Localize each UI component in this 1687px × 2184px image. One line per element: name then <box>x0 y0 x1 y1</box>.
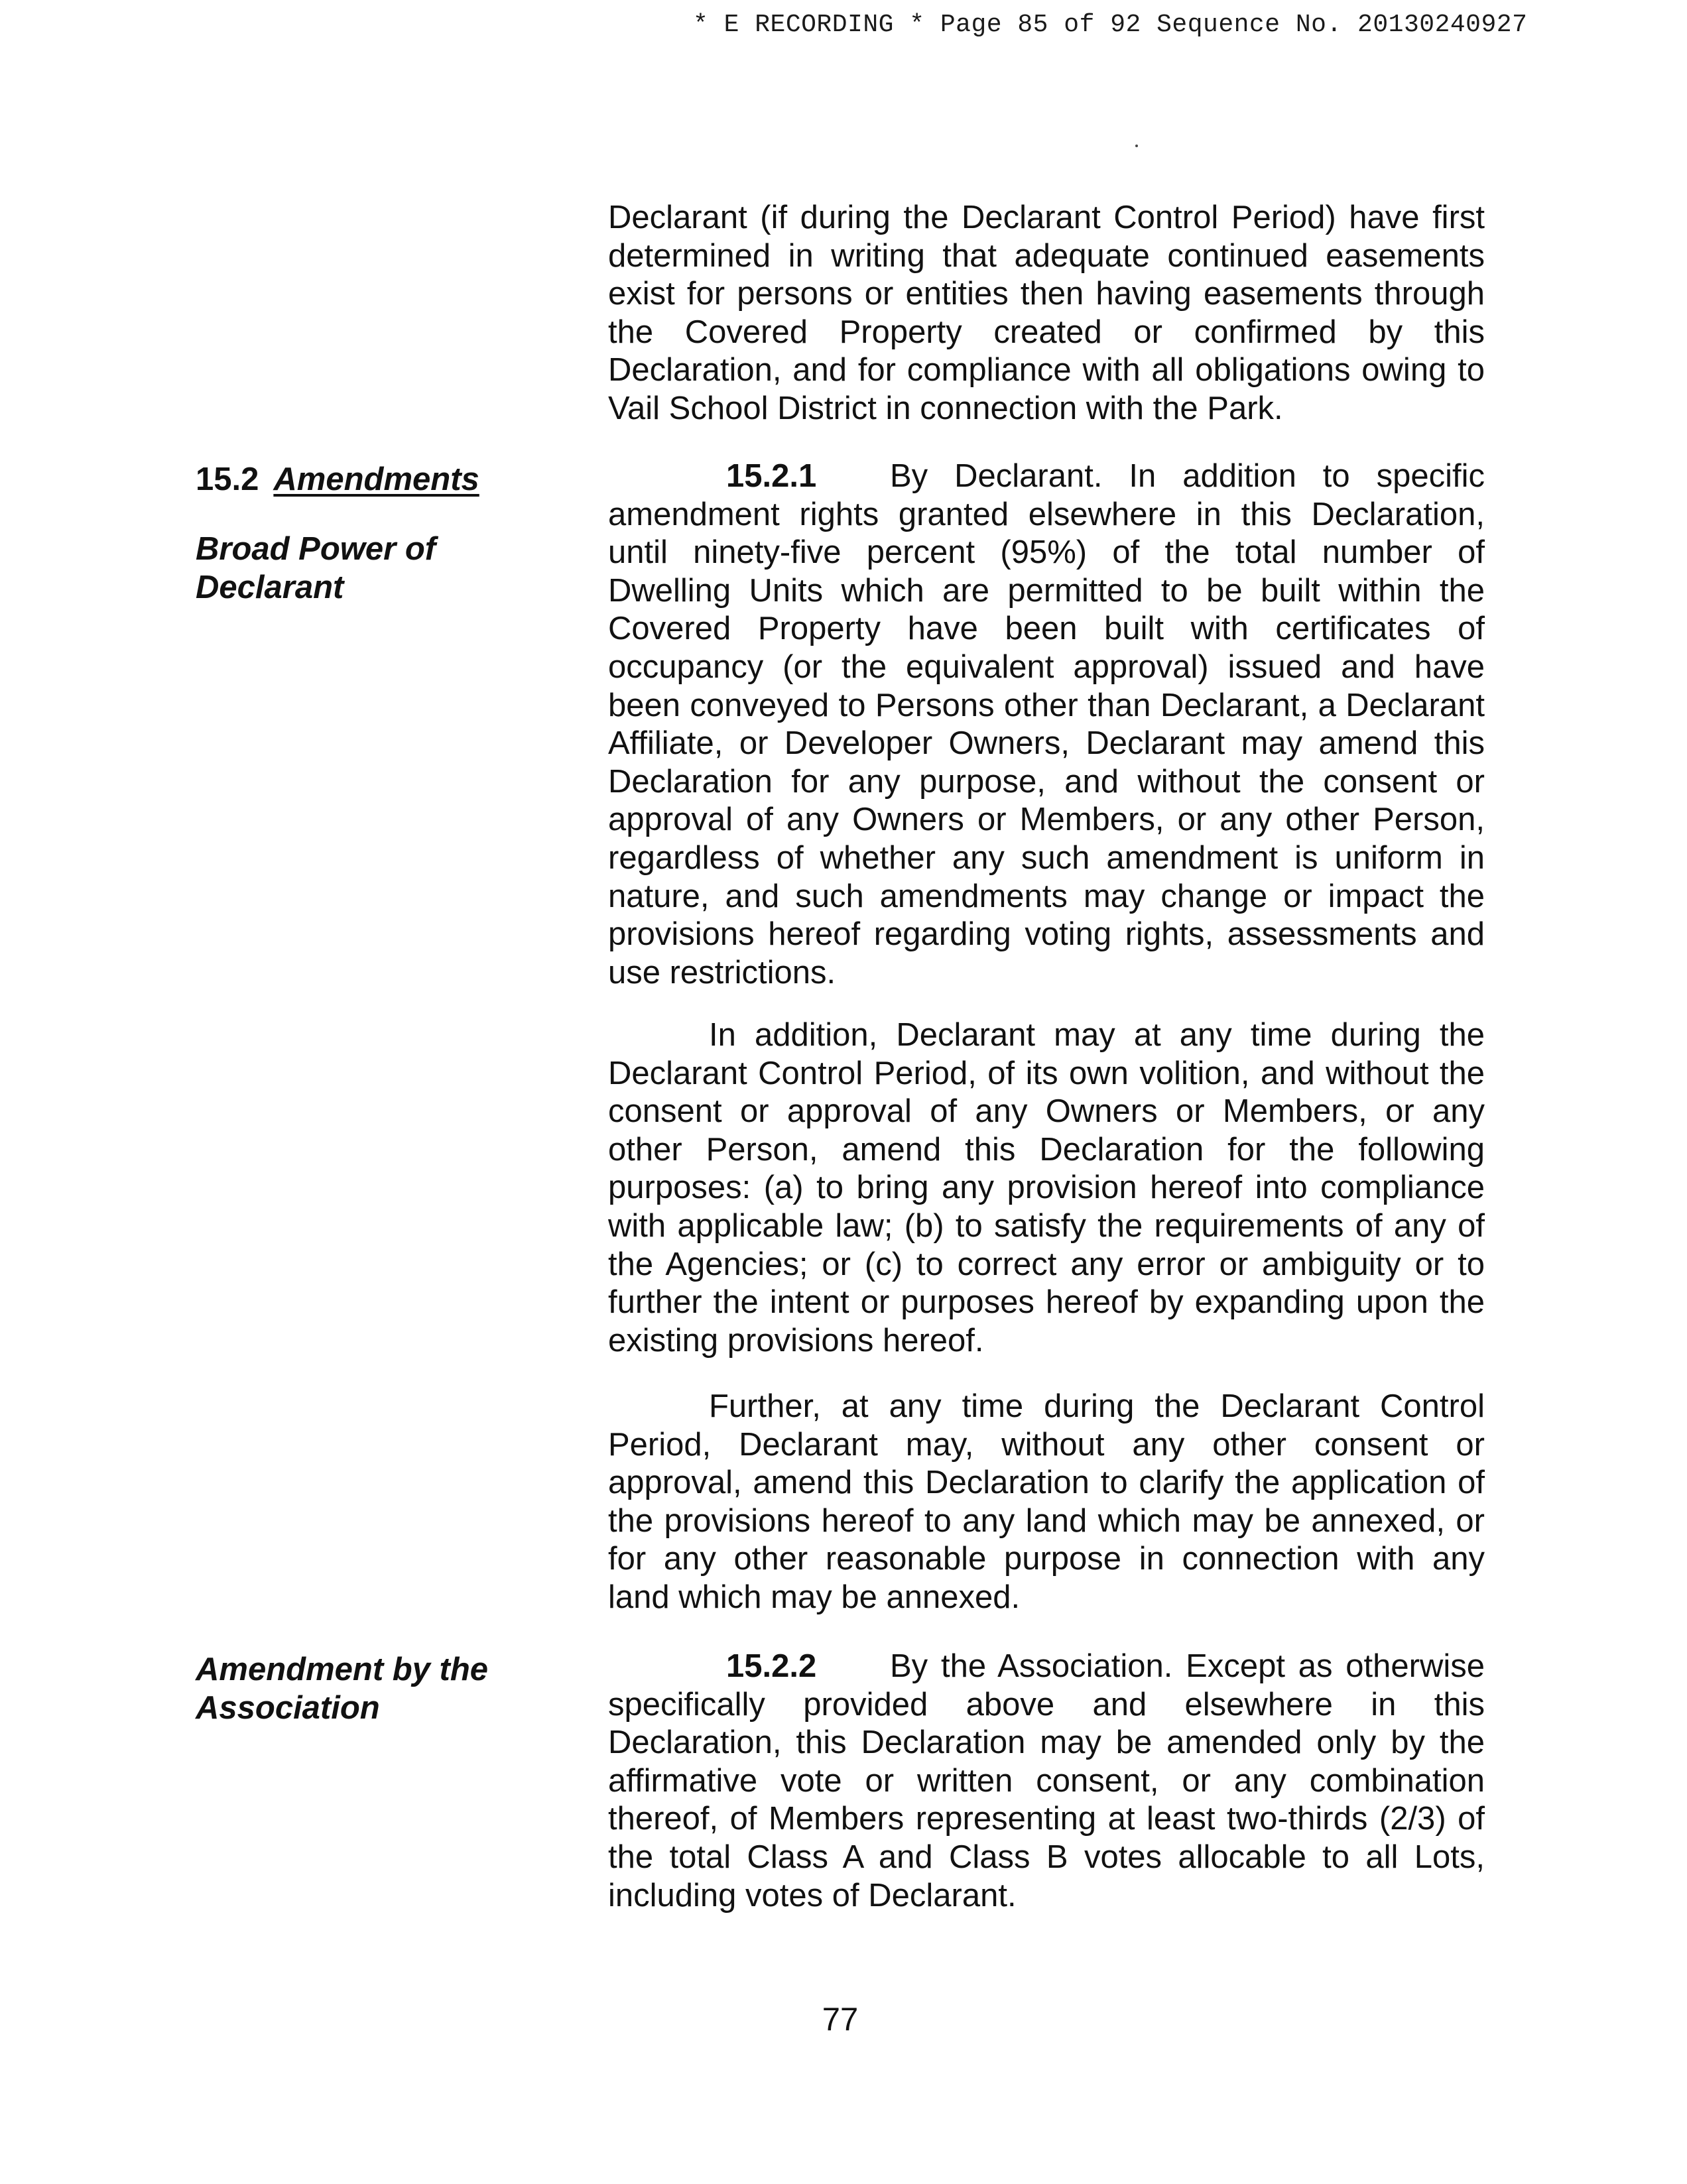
page-number <box>0 2001 1687 2038</box>
scan-speck <box>1135 145 1138 147</box>
section-title: Amendments <box>273 461 479 497</box>
subsection-15-2-2 <box>608 1648 1485 1915</box>
subsection-number: 15.2.2 <box>726 1648 817 1684</box>
subsection-text: By the Association. Except as otherwise specifically provided above and elsewhere in this Declaration, this Declaration may be amended only by the affirmative vote or written consent, or any combination thereof, of Members representing at least two-thirds (2/3) of the total Class A and Class B votes allocable to all Lots, including votes of Declarant. <box>608 1648 1485 1913</box>
recording-header: * E RECORDING * Page 85 of 92 Sequence No. 20130240927 <box>693 11 1528 39</box>
subsection-number: 15.2.1 <box>726 458 817 494</box>
section-heading <box>196 461 527 499</box>
subsection-15-2-1 <box>608 457 1485 992</box>
subsection-text: By Declarant. In addition to specific amendment rights granted elsewhere in this Declaration, until ninety-five percent (95%) of the total number of Dwelling Units which are permitted to be built within the Covered Property have been built with certificates of occupancy (or the equivalent approval) issued and have been conveyed to Persons other than Declarant, a Declarant Affiliate, or Developer Owners, Declarant may amend this Declaration for any purpose, and without the consent or approval of any Owners or Members, or any other Person, regardless of whether any such amendment is uniform in nature, and such amendments may change or impact the provisions hereof regarding voting rights, assessments and use restrictions. <box>608 458 1485 991</box>
page-number-text: 77 <box>822 2002 859 2037</box>
continuation-paragraph: Declarant (if during the Declarant Control Period) have first determined in writing that adequate continued easements exist for persons or entities then having easements through the Covered Property created or confirmed by this Declaration, and for compliance with all obligations owing to Vail School District in connection with the Park. <box>608 200 1485 426</box>
paragraph-further: Further, at any time during the Declarant Control Period, Declarant may, without any other consent or approval, amend this Declaration to clarify the application of the provisions hereof to any land which may be annexed, or for any other reasonable purpose in connection with any land which may be annexed. <box>608 1388 1485 1615</box>
section-number: 15.2 <box>196 461 259 497</box>
paragraph-in-addition: In addition, Declarant may at any time during the Declarant Control Period, of its own volition, and without the consent or approval of any Owners or Members, or any other Person, amend this Declaration for the following purposes: (a) to bring any provision hereof into compliance with applicable law; (b) to satisfy the requirements of any of the Agencies; or (c) to correct any error or ambiguity or to further the intent or purposes hereof by expanding upon the existing provisions hereof. <box>608 1017 1485 1359</box>
margin-note-amendment-by-association: Amendment by the Association <box>196 1652 489 1726</box>
margin-note-broad-power: Broad Power of Declarant <box>196 531 436 605</box>
